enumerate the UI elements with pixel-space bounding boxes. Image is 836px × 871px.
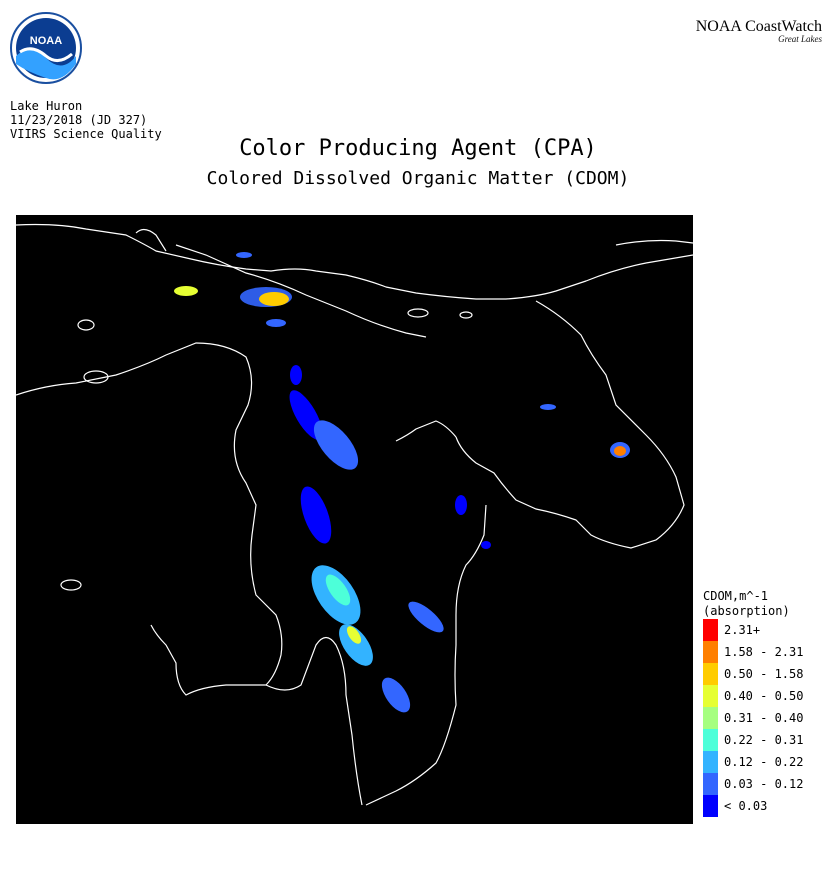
quality-label: VIIRS Science Quality <box>10 127 162 141</box>
legend-label: 0.40 - 0.50 <box>724 689 804 703</box>
region-label: Lake Huron <box>10 99 83 113</box>
page-title: Color Producing Agent (CPA) <box>239 136 597 161</box>
legend-label: < 0.03 <box>724 799 768 813</box>
legend-label: 0.22 - 0.31 <box>724 733 804 747</box>
legend-swatch <box>703 773 718 795</box>
coastwatch-brand <box>696 18 822 44</box>
legend-swatch <box>703 619 718 641</box>
page-subtitle: Colored Dissolved Organic Matter (CDOM) <box>206 168 630 189</box>
legend-title-quantity: (absorption) <box>703 604 790 618</box>
legend-label: 1.58 - 2.31 <box>724 645 804 659</box>
legend-item <box>703 707 803 729</box>
date-label: 11/23/2018 (JD 327) <box>10 113 148 127</box>
legend-item <box>703 663 803 685</box>
legend-item <box>703 795 803 817</box>
legend-item <box>703 773 803 795</box>
legend-swatch <box>703 729 718 751</box>
legend-label: 2.31+ <box>724 623 761 637</box>
cdom-pixels <box>174 252 630 717</box>
legend-swatch <box>703 663 718 685</box>
noaa-logo-text: NOAA <box>29 35 63 47</box>
legend-label: 0.31 - 0.40 <box>724 711 804 725</box>
legend-label: 0.50 - 1.58 <box>724 667 804 681</box>
legend-title <box>703 589 803 619</box>
legend-swatch <box>703 751 718 773</box>
legend-item <box>703 641 803 663</box>
brand-name: NOAA CoastWatch <box>695 18 822 35</box>
legend-swatch <box>703 685 718 707</box>
map-canvas <box>16 215 693 824</box>
legend-item <box>703 751 803 773</box>
legend-swatch <box>703 707 718 729</box>
legend <box>703 589 803 817</box>
legend-items <box>703 619 803 817</box>
legend-label: 0.12 - 0.22 <box>724 755 804 769</box>
image-metadata <box>10 99 162 141</box>
legend-swatch <box>703 641 718 663</box>
legend-item <box>703 619 803 641</box>
legend-swatch <box>703 795 718 817</box>
legend-item <box>703 729 803 751</box>
brand-subtitle: Great Lakes <box>778 34 822 44</box>
legend-title-units: CDOM,m^-1 <box>703 589 769 603</box>
noaa-logo <box>10 12 82 84</box>
legend-label: 0.03 - 0.12 <box>724 777 804 791</box>
legend-item <box>703 685 803 707</box>
coastlines <box>16 225 693 806</box>
cdom-map <box>16 215 693 824</box>
